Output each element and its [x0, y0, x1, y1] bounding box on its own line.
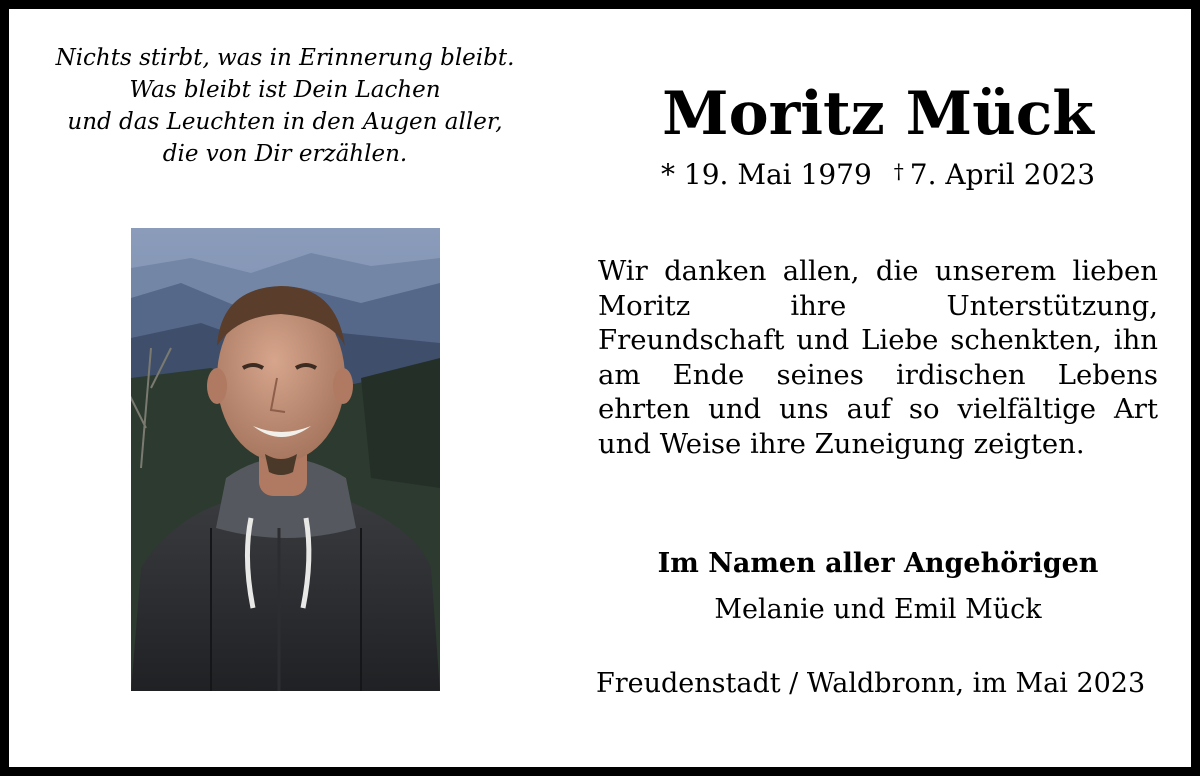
deceased-name: Moritz Mück	[662, 79, 1094, 149]
poem-line: die von Dir erzählen.	[162, 141, 408, 167]
signature-heading: Im Namen aller Angehörigen	[657, 548, 1099, 579]
thanks-paragraph: Wir danken allen, die unserem lieben Moritz ihre Unterstützung, Freundschaft und Liebe schenkten, ihn am Ende seines irdischen Lebens ehrten und uns auf so vielfältige Art und Weise ihre Zuneigung zeigten.	[598, 255, 1158, 460]
memorial-poem	[30, 42, 540, 170]
cross-icon: †	[893, 159, 904, 183]
life-dates	[600, 150, 1156, 196]
poem-line: Was bleibt ist Dein Lachen	[129, 77, 441, 103]
poem-line: und das Leuchten in den Augen aller,	[67, 109, 503, 135]
birth-date: * 19. Mai 1979	[660, 158, 872, 191]
poem-line: Nichts stirbt, was in Erinnerung bleibt.	[55, 45, 515, 71]
signature-names: Melanie und Emil Mück	[714, 594, 1042, 625]
portrait-photo	[131, 228, 440, 691]
death-date: 7. April 2023	[909, 158, 1096, 191]
place-and-date: Freudenstadt / Waldbronn, im Mai 2023	[596, 668, 1146, 699]
